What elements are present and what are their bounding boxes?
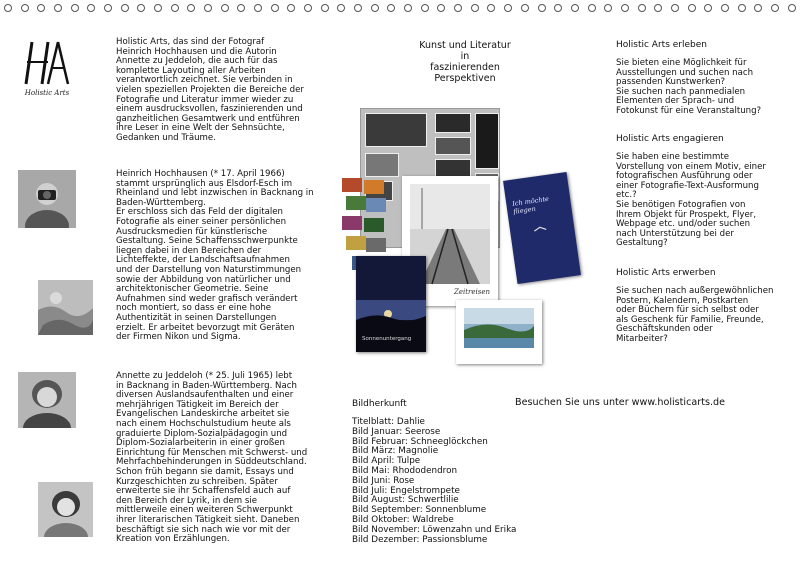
- erwerben-heading: Holistic Arts erwerben: [616, 268, 716, 278]
- binding-ring: [454, 4, 462, 12]
- binding-ring: [237, 4, 245, 12]
- binding-ring: [187, 4, 195, 12]
- binding-ring: [171, 4, 179, 12]
- binding-ring: [87, 4, 95, 12]
- intro-text: Holistic Arts, das sind der Fotograf Heinrich Hochhausen und die Autorin Annette zu Jeddeloh, die auch für das komplette Layouting aller Arbeiten verantwortlich zeichnet. Sie verbinden in vielen speziellen Projekten die Bereiche der Fotografie und Literatur immer wieder zu einem ausdrucksvollen, faszinierenden und ganzheitlichen Gesamtwerk und entführen ihre Leser in eine Welt der Sehnsüchte, Gedanken und Träume.: [116, 37, 304, 143]
- erleben-heading: Holistic Arts erleben: [616, 40, 707, 50]
- railway-caption: Zeitreisen: [454, 288, 491, 296]
- binding-ring: [221, 4, 229, 12]
- binding-ring: [154, 4, 162, 12]
- product-collage: [360, 108, 578, 368]
- binding-ring: [671, 4, 679, 12]
- photo-author-2: [38, 482, 93, 537]
- binding-ring: [121, 4, 129, 12]
- binding-ring: [721, 4, 729, 12]
- erleben-text: Sie bieten eine Möglichkeit für Ausstellungen und suchen nach passenden Kunstwerken? Sie suchen nach panmedialen Elementen der Sprach- und Fotokunst für eine Veranstaltung?: [616, 58, 762, 116]
- bildherkunft-heading: Bildherkunft: [352, 399, 407, 409]
- binding-ring: [754, 4, 762, 12]
- bio-annette: Annette zu Jeddeloh (* 25. Juli 1965) lebt in Backnang in Baden-Württemberg. Nach diversen Auslandsaufenthalten und einer mehrjährigen Tätigkeit im Bereich der Evangelischen Landeskirche arbeitet sie nach einem Hochschulstudium heute als graduierte Diplom-Sozialpädagogin und Diplom-Sozialarbeiterin in einer großen Einrichtung für Menschen mit Schwerst- und Mehrfachbehinderungen in Süddeutschland. Schon früh begann sie damit, Essays und Kurzgeschichten zu schreiben. Später erweiterte sie ihr Schaffensfeld auch auf den Bereich der Lyrik, in dem sie mittlerweile einen weiteren Schwerpunkt ihrer literarischen Tätigkeit sieht. Daneben beschäftigt sie sich nach wie vor mit der Kreation von Erzählungen.: [116, 371, 308, 545]
- binding-ring: [604, 4, 612, 12]
- binding-ring: [654, 4, 662, 12]
- binding-ring: [638, 4, 646, 12]
- lake-card: [456, 300, 542, 364]
- erwerben-text: Sie suchen nach außergewöhnlichen Postern, Kalendern, Postkarten oder Büchern für sich selbst oder als Geschenk für Familie, Freunde, Geschäftskunden oder Mitarbeiter?: [616, 286, 774, 344]
- binding-ring: [271, 4, 279, 12]
- binding-ring: [137, 4, 145, 12]
- book-cover-card: [503, 172, 581, 284]
- bio-heinrich: Heinrich Hochhausen (* 17. April 1966) stammt ursprünglich aus Elsdorf-Esch im Rheinland und lebt inzwischen in Backnang in Baden-Württemberg. Er erschloss sich das Feld der digitalen Fotografie als einer seiner persönlichen Ausdrucksmedien für künstlerische Gestaltung. Seine Schaffensschwerpunkte liegen dabei in den Bereichen der Lichteffekte, der Landschaftsaufnahmen und der Darstellung von Naturstimmungen sowie der Abbildung von natürlicher und architektonischer Geometrie. Seine Aufnahmen sind weder grafisch verändert noch montiert, so dass er eine hohe Authentizität in seinen Darstellungen erzielt. Er arbeitet bevorzugt mit Geräten der Firmen Nikon und Sigma.: [116, 169, 314, 343]
- binding-ring: [287, 4, 295, 12]
- binding-ring: [521, 4, 529, 12]
- binding-ring: [337, 4, 345, 12]
- binding-ring: [104, 4, 112, 12]
- binding-ring: [21, 4, 29, 12]
- spiral-binding: [4, 4, 796, 16]
- binding-ring: [421, 4, 429, 12]
- binding-ring: [371, 4, 379, 12]
- binding-ring: [4, 4, 12, 12]
- bildherkunft-list: Titelblatt: Dahlie Bild Januar: Seerose Bild Februar: Schneeglöckchen Bild März: Magnolie Bild April: Tulpe Bild Mai: Rhododendron Bild Juni: Rose Bild Juli: Engelstrompete Bild August: Schwertlilie Bild September: Sonnenblume Bild Oktober: Waldrebe Bild November: Löwenzahn und Erika Bild Dezember: Passionsblume: [352, 417, 517, 545]
- binding-ring: [437, 4, 445, 12]
- binding-ring: [304, 4, 312, 12]
- binding-ring: [538, 4, 546, 12]
- binding-ring: [554, 4, 562, 12]
- binding-ring: [788, 4, 796, 12]
- holistic-arts-logo: [18, 38, 76, 98]
- binding-ring: [254, 4, 262, 12]
- binding-ring: [321, 4, 329, 12]
- binding-ring: [704, 4, 712, 12]
- engagieren-heading: Holistic Arts engagieren: [616, 134, 724, 144]
- binding-ring: [54, 4, 62, 12]
- logo-text: Holistic Arts: [24, 89, 70, 97]
- binding-ring: [738, 4, 746, 12]
- binding-ring: [688, 4, 696, 12]
- book-title: Ich möchte fliegen: [511, 194, 550, 216]
- binding-ring: [404, 4, 412, 12]
- photo-landscape: [38, 280, 93, 335]
- binding-ring: [387, 4, 395, 12]
- binding-ring: [504, 4, 512, 12]
- website-text: Besuchen Sie uns unter www.holisticarts.de: [515, 397, 725, 408]
- binding-ring: [487, 4, 495, 12]
- binding-ring: [621, 4, 629, 12]
- binding-ring: [471, 4, 479, 12]
- binding-ring: [571, 4, 579, 12]
- sunset-card: [356, 256, 426, 352]
- photo-author: [18, 372, 76, 428]
- binding-ring: [354, 4, 362, 12]
- binding-ring: [71, 4, 79, 12]
- sunset-caption: Sonnenuntergang: [362, 336, 412, 342]
- photo-photographer: [18, 170, 76, 228]
- binding-ring: [588, 4, 596, 12]
- binding-ring: [204, 4, 212, 12]
- engagieren-text: Sie haben eine bestimmte Vorstellung von einem Motiv, einer fotografischen Ausführung oder einer Fotografie-Text-Ausformung etc.? Sie benötigen Fotografien von Ihrem Objekt für Prospekt, Flyer, Webpage etc. und/oder suchen nach Unterstützung bei der Gestaltung?: [616, 152, 766, 249]
- binding-ring: [771, 4, 779, 12]
- binding-ring: [37, 4, 45, 12]
- center-title: Kunst und Literatur in faszinierenden Perspektiven: [419, 40, 511, 84]
